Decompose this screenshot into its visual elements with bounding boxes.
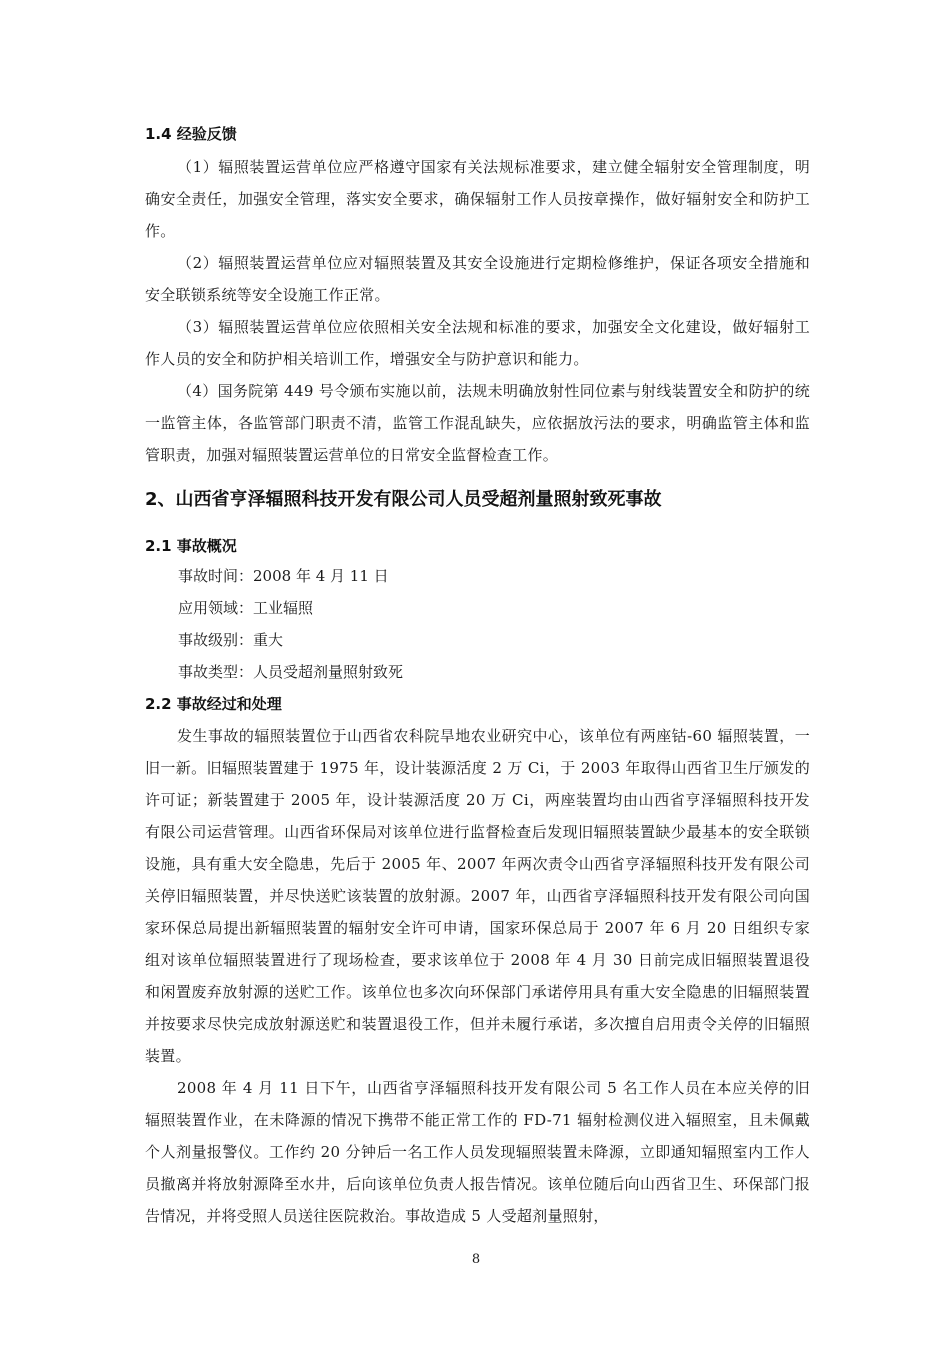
section-heading-2-2: 2.2 事故经过和处理 — [145, 695, 282, 713]
section-heading-2-1: 2.1 事故概况 — [145, 537, 237, 555]
section-heading-2: 2、山西省亨泽辐照科技开发有限公司人员受超剂量照射致死事故 — [145, 489, 662, 510]
paragraph-1-4-item-3: （3）辐照装置运营单位应依照相关安全法规和标准的要求，加强安全文化建设，做好辐射工作人员的安全和防护相关培训工作，增强安全与防护意识和能力。 — [145, 318, 810, 368]
paragraph-2-2-2: 2008 年 4 月 11 日下午，山西省亨泽辐照科技开发有限公司 5 名工作人员在本应关停的旧辐照装置作业，在未降源的情况下携带不能正常工作的 FD-71 辐射检测仪进入辐照室，且未佩戴个人剂量报警仪。工作约 20 分钟后一名工作人员发现辐照装置未降源，立即通知辐照室内工作人员撤离并将放射源降至水井，后向该单位负责人报告情况。该单位随后向山西省卫生、环保部门报告情况，并将受照人员送往医院救治。事故造成 5 人受超剂量照射， — [145, 1079, 810, 1225]
field-application-domain: 应用领域：工业辐照 — [178, 599, 314, 617]
field-accident-time: 事故时间：2008 年 4 月 11 日 — [178, 567, 389, 585]
page-number: 8 — [471, 1252, 481, 1267]
field-accident-type: 事故类型：人员受超剂量照射致死 — [178, 663, 404, 681]
section-heading-1-4: 1.4 经验反馈 — [145, 125, 237, 143]
paragraph-1-4-item-1: （1）辐照装置运营单位应严格遵守国家有关法规标准要求，建立健全辐射安全管理制度，明确安全责任，加强安全管理，落实安全要求，确保辐射工作人员按章操作，做好辐射安全和防护工作。 — [145, 158, 810, 240]
paragraph-1-4-item-4: （4）国务院第 449 号令颁布实施以前，法规未明确放射性同位素与射线装置安全和防护的统一监管主体，各监管部门职责不清，监管工作混乱缺失，应依据放污法的要求，明确监管主体和监管职责，加强对辐照装置运营单位的日常安全监督检查工作。 — [145, 382, 810, 464]
paragraph-1-4-item-2: （2）辐照装置运营单位应对辐照装置及其安全设施进行定期检修维护，保证各项安全措施和安全联锁系统等安全设施工作正常。 — [145, 254, 810, 304]
field-accident-level: 事故级别：重大 — [178, 631, 284, 649]
paragraph-2-2-1: 发生事故的辐照装置位于山西省农科院旱地农业研究中心，该单位有两座钴-60 辐照装置，一旧一新。旧辐照装置建于 1975 年，设计装源活度 2 万 Ci，于 2003 年取得山西省卫生厅颁发的许可证；新装置建于 2005 年，设计装源活度 20 万 Ci，两座装置均由山西省亨泽辐照科技开发有限公司运营管理。山西省环保局对该单位进行监督检查后发现旧辐照装置缺少最基本的安全联锁设施，具有重大安全隐患，先后于 2005 年、2007 年两次责令山西省亨泽辐照科技开发有限公司关停旧辐照装置，并尽快送贮该装置的放射源。2007 年，山西省亨泽辐照科技开发有限公司向国家环保总局提出新辐照装置的辐射安全许可申请，国家环保总局于 2007 年 6 月 20 日组织专家组对该单位辐照装置进行了现场检查，要求该单位于 2008 年 4 月 30 日前完成旧辐照装置退役和闲置废弃放射源的送贮工作。该单位也多次向环保部门承诺停用具有重大安全隐患的旧辐照装置并按要求尽快完成放射源送贮和装置退役工作，但并未履行承诺，多次擅自启用责令关停的旧辐照装置。 — [145, 727, 810, 1065]
